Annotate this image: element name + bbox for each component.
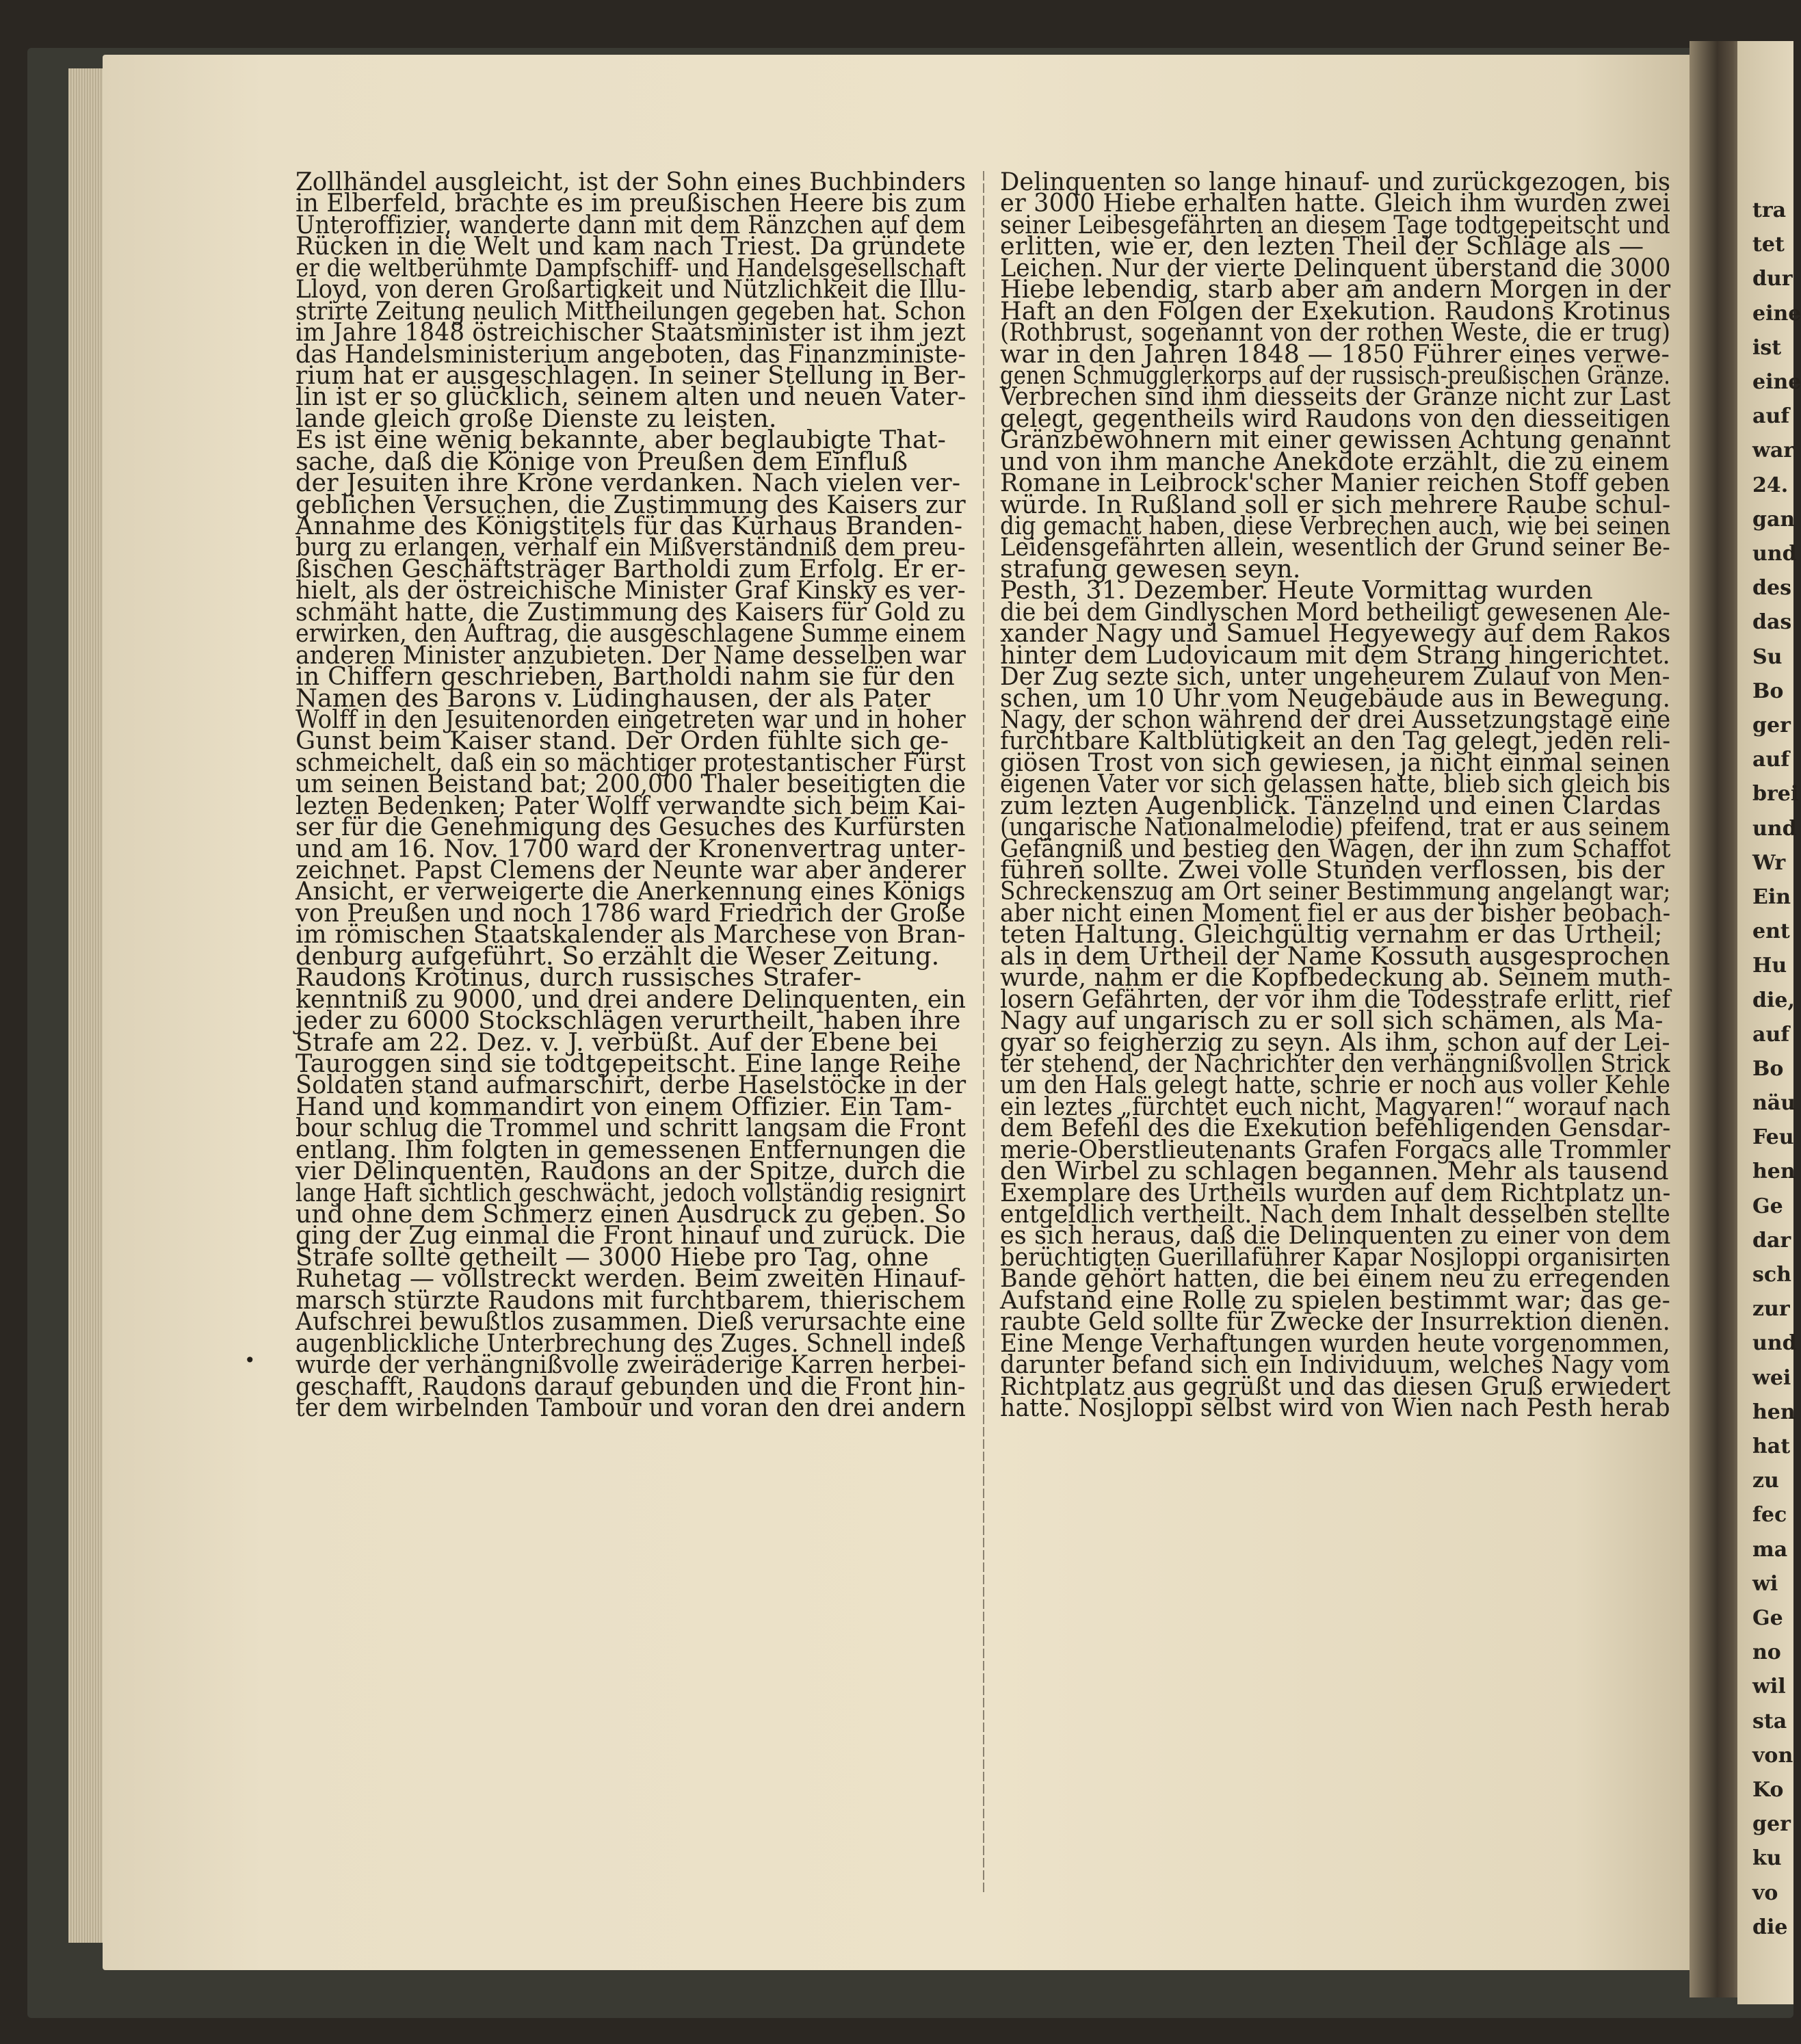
- text-line: als in dem Urtheil der Name Kossuth ausgesprochen: [1000, 941, 1670, 971]
- text-line: Bande gehört hatten, die bei einem neu zu erregenden: [1000, 1263, 1670, 1294]
- text-line: das Handelsministerium angeboten, das Finanzministe-: [295, 339, 967, 369]
- text-line: seiner Leibesgefährten an diesem Tage todtgepeitscht und: [1000, 209, 1670, 239]
- next-page-fragment: 24.: [1752, 473, 1789, 497]
- text-line: wurde der verhängnißvolle zweiräderige Karren herbei-: [295, 1350, 967, 1380]
- text-line: teten Haltung. Gleichgültig vernahm er das Urtheil;: [1000, 919, 1663, 949]
- next-page-fragment: ent: [1752, 919, 1790, 944]
- next-page-fragment: no: [1752, 1640, 1781, 1665]
- next-page-fragment: Wr: [1752, 850, 1786, 875]
- next-page-fragment: und: [1752, 816, 1797, 841]
- text-line: ging der Zug einmal die Front hinauf und zurück. Die: [295, 1220, 966, 1250]
- text-line: eigenen Vater vor sich gelassen hatte, blieb sich gleich bis: [1000, 769, 1671, 799]
- text-line: ser für die Genehmigung des Gesuches des Kurfürsten: [295, 812, 966, 842]
- next-page-fragment: und: [1752, 541, 1797, 566]
- text-line: Eine Menge Verhaftungen wurden heute vorgenommen,: [1000, 1328, 1670, 1358]
- text-line: Gunst beim Kaiser stand. Der Orden fühlte sich ge-: [295, 726, 949, 756]
- next-page-fragment: war: [1752, 438, 1795, 463]
- text-line: gelegt, gegentheils wird Raudons von den diesseitigen: [1000, 403, 1670, 433]
- text-line: um den Hals gelegt hatte, schrie er noch aus voller Kehle: [1000, 1070, 1670, 1100]
- text-line: vier Delinquenten, Raudons an der Spitze, durch die: [295, 1156, 966, 1186]
- next-page-fragment: hen: [1752, 1400, 1796, 1424]
- text-line: geblichen Versuchen, die Zustimmung des Kaisers zur: [295, 489, 966, 519]
- text-line: Gränzbewohnern mit einer gewissen Achtung genannt: [1000, 425, 1671, 455]
- next-page-fragment: fec: [1752, 1503, 1787, 1528]
- next-page-fragment: hat: [1752, 1434, 1791, 1459]
- next-page-edge: [1737, 41, 1801, 2004]
- text-line: lezten Bedenken; Pater Wolff verwandte sich beim Kai-: [295, 790, 966, 820]
- text-line: Romane in Leibrock'scher Manier reichen Stoff geben: [1000, 468, 1670, 498]
- text-line: Haft an den Folgen der Exekution. Raudons Krotinus: [1000, 296, 1671, 326]
- text-line: würde. In Rußland soll er sich mehrere Raube schul-: [1000, 489, 1671, 519]
- next-page-fragment: Ko: [1752, 1778, 1784, 1803]
- next-page-fragment: Ein: [1752, 885, 1791, 909]
- right-text-column: [1000, 167, 1671, 1909]
- left-text-column: [295, 167, 967, 1909]
- text-line: Nagy, der schon während der drei Aussetzungstage eine: [1000, 704, 1671, 734]
- next-page-fragment: ku: [1752, 1846, 1782, 1871]
- text-line: geschafft, Raudons darauf gebunden und die Front hin-: [295, 1371, 966, 1401]
- text-line: war in den Jahren 1848 — 1850 Führer eines verwe-: [1000, 339, 1670, 369]
- next-page-fragment: wi: [1752, 1571, 1778, 1596]
- text-line: Gefängniß und bestieg den Wagen, der ihn zum Schaffot: [1000, 833, 1671, 863]
- next-page-fragment: von: [1752, 1743, 1793, 1768]
- text-line: Annahme des Königstitels für das Kurhaus Branden-: [295, 511, 963, 540]
- text-line: Unteroffizier, wanderte dann mit dem Ränzchen auf dem: [295, 209, 966, 239]
- column-rule: [983, 171, 984, 1895]
- text-line: Ruhetag — vollstreckt werden. Beim zweiten Hinauf-: [295, 1263, 967, 1294]
- next-page-fragment: Ge: [1752, 1606, 1783, 1631]
- next-page-fragment: ma: [1752, 1537, 1788, 1562]
- next-page-fragment: wei: [1752, 1365, 1791, 1390]
- text-line: schmäht hatte, die Zustimmung des Kaisers für Gold zu: [295, 597, 966, 627]
- text-line: Nagy auf ungarisch zu er soll sich schämen, als Ma-: [1000, 1006, 1664, 1036]
- text-line: den Wirbel zu schlagen begannen. Mehr als tausend: [1000, 1156, 1669, 1186]
- text-line: die bei dem Gindlyschen Mord betheiligt gewesenen Ale-: [1000, 597, 1670, 627]
- text-line: es sich heraus, daß die Delinquenten zu einer von dem: [1000, 1220, 1671, 1250]
- text-line: ein leztes „fürchtet euch nicht, Magyaren!“ worauf nach: [1000, 1091, 1671, 1121]
- next-page-fragment: ger: [1752, 713, 1791, 737]
- text-line: in Chiffern geschrieben, Bartholdi nahm sie für den: [295, 661, 955, 692]
- text-line: giösen Trost von sich gewiesen, ja nicht einmal seinen: [1000, 747, 1670, 777]
- text-line: Hand und kommandirt von einem Offizier. Ein Tam-: [295, 1091, 952, 1121]
- text-line: entgeldlich vertheilt. Nach dem Inhalt desselben stellte: [1000, 1199, 1670, 1229]
- next-page-fragment: zur: [1752, 1297, 1790, 1322]
- text-line: zum lezten Augenblick. Tänzelnd und einen Clardas: [1000, 790, 1661, 820]
- text-line: merie-Oberstlieutenants Grafen Forgacs alle Trommler: [1000, 1134, 1670, 1164]
- next-page-fragment: sta: [1752, 1709, 1787, 1733]
- text-line: rium hat er ausgeschlagen. In seiner Stellung in Ber-: [295, 360, 967, 390]
- next-page-fragment: zu: [1752, 1469, 1779, 1493]
- text-line: Leichen. Nur der vierte Delinquent überstand die 3000: [1000, 252, 1671, 283]
- text-line: Es ist eine wenig bekannte, aber beglaubigte That-: [295, 425, 946, 455]
- text-line: und am 16. Nov. 1700 ward der Kronenvertrag unter-: [295, 833, 966, 863]
- text-line: von Preußen und noch 1786 ward Friedrich der Große: [295, 897, 966, 928]
- next-page-fragment: die: [1752, 1915, 1788, 1939]
- text-line: führen sollte. Zwei volle Stunden verflossen, bis der: [1000, 855, 1665, 885]
- text-line: erwirken, den Auftrag, die ausgeschlagene Summe einem: [295, 618, 966, 648]
- next-page-fragment: die,: [1752, 988, 1795, 1012]
- text-line: Verbrechen sind ihm diesseits der Gränze nicht zur Last: [1000, 382, 1671, 412]
- text-line: strirte Zeitung neulich Mittheilungen gegeben hat. Schon: [295, 296, 966, 326]
- text-line: losern Gefährten, der vor ihm die Todesstrafe erlitt, rief: [1000, 984, 1671, 1014]
- next-page-fragment: tet: [1752, 233, 1785, 257]
- text-line: sache, daß die Könige von Preußen dem Einfluß: [295, 446, 908, 476]
- text-line: dem Befehl des die Exekution befehligenden Gensdar-: [1000, 1113, 1671, 1143]
- text-line: ter dem wirbelnden Tambour und voran den drei andern: [295, 1392, 966, 1422]
- text-line: furchtbare Kaltblütigkeit an den Tag gelegt, jeden reli-: [1000, 726, 1671, 756]
- next-page-fragment: auf: [1752, 404, 1790, 429]
- text-line: Zollhändel ausgleicht, ist der Sohn eines Buchbinders: [295, 167, 967, 196]
- text-line: denburg aufgeführt. So erzählt die Weser Zeitung.: [295, 941, 940, 971]
- text-line: burg zu erlangen, verhalf ein Mißverständniß dem preu-: [295, 532, 966, 562]
- text-line: lande gleich große Dienste zu leisten.: [295, 403, 777, 433]
- text-line: strafung gewesen seyn.: [1000, 553, 1301, 584]
- text-line: im Jahre 1848 östreichischer Staatsminister ist ihm jezt: [295, 317, 966, 348]
- text-line: Schreckenszug am Ort seiner Bestimmung angelangt war;: [1000, 876, 1671, 906]
- text-line: Ansicht, er verweigerte die Anerkennung eines Königs: [295, 876, 966, 906]
- next-page-fragment: auf: [1752, 748, 1790, 772]
- next-page-fragment: dar: [1752, 1228, 1791, 1253]
- text-line: im römischen Staatskalender als Marchese von Bran-: [295, 919, 966, 949]
- text-line: Namen des Barons v. Lüdinghausen, der als Pater: [295, 683, 931, 713]
- next-page-fragment: eine: [1752, 301, 1801, 326]
- next-page-fragment: Su: [1752, 644, 1783, 669]
- next-page-fragment: Ge: [1752, 1194, 1783, 1218]
- next-page-fragment: hen: [1752, 1159, 1796, 1184]
- text-line: Richtplatz aus gegrüßt und das diesen Gruß erwiedert: [1000, 1371, 1671, 1401]
- next-page-fragment: Bo: [1752, 1056, 1784, 1081]
- text-line: Pesth, 31. Dezember. Heute Vormittag wurden: [1000, 575, 1593, 605]
- text-line: zeichnet. Papst Clemens der Neunte war aber anderer: [295, 855, 966, 885]
- text-line: Tauroggen sind sie todtgepeitscht. Eine lange Reihe: [295, 1048, 962, 1078]
- next-page-fragment: und: [1752, 1331, 1797, 1356]
- next-page-fragment: tra: [1752, 198, 1787, 222]
- text-line: xander Nagy und Samuel Hegyewegy auf dem Rakos: [1000, 618, 1671, 648]
- text-line: wurde, nahm er die Kopfbedeckung ab. Seinem muth-: [1000, 962, 1671, 993]
- text-line: Delinquenten so lange hinauf- und zurückgezogen, bis: [1000, 167, 1671, 196]
- text-line: darunter befand sich ein Individuum, welches Nagy vom: [1000, 1350, 1670, 1380]
- next-page-fragment: Bo: [1752, 679, 1784, 703]
- text-line: jeder zu 6000 Stockschlägen verurtheilt, haben ihre: [295, 1006, 961, 1036]
- next-page-fragment: auf: [1752, 1022, 1790, 1047]
- next-page-fragment: Feu: [1752, 1125, 1794, 1150]
- text-line: er die weltberühmte Dampfschiff- und Handelsgesellschaft: [295, 252, 966, 283]
- text-line: aber nicht einen Moment fiel er aus der bisher beobach-: [1000, 897, 1671, 928]
- text-line: (ungarische Nationalmelodie) pfeifend, trat er aus seinem: [1000, 812, 1670, 842]
- text-line: genen Schmugglerkorps auf der russisch-preußischen Gränze.: [1000, 360, 1670, 390]
- text-line: Wolff in den Jesuitenorden eingetreten war und in hoher: [295, 704, 966, 734]
- text-line: gyar so feigherzig zu seyn. Als ihm, schon auf der Lei-: [1000, 1027, 1670, 1057]
- text-line: hatte. Nosjloppi selbst wird von Wien nach Pesth herab: [1000, 1392, 1670, 1422]
- text-line: der Jesuiten ihre Krone verdanken. Nach vielen ver-: [295, 468, 961, 498]
- text-line: Soldaten stand aufmarschirt, derbe Haselstöcke in der: [295, 1070, 967, 1100]
- text-line: berüchtigten Guerillaführer Kapar Nosjloppi organisirten: [1000, 1242, 1670, 1272]
- text-line: raubte Geld sollte für Zwecke der Insurrektion dienen.: [1000, 1307, 1670, 1337]
- text-line: und ohne dem Schmerz einen Ausdruck zu geben. So: [295, 1199, 967, 1229]
- text-line: anderen Minister anzubieten. Der Name desselben war: [295, 640, 967, 670]
- text-line: Hiebe lebendig, starb aber am andern Morgen in der: [1000, 274, 1671, 304]
- text-line: lange Haft sichtlich geschwächt, jedoch vollständig resignirt: [295, 1177, 966, 1207]
- text-line: schen, um 10 Uhr vom Neugebäude aus in Bewegung.: [1000, 683, 1670, 713]
- next-page-fragment: das: [1752, 610, 1792, 635]
- margin-mark: •: [244, 1349, 256, 1372]
- text-line: ßischen Geschäftsträger Bartholdi zum Erfolg. Er er-: [295, 553, 966, 584]
- text-line: Leidensgefährten allein, wesentlich der Grund seiner Be-: [1000, 532, 1670, 562]
- text-line: Aufschrei bewußtlos zusammen. Dieß verursachte eine: [295, 1307, 966, 1337]
- text-line: schmeichelt, daß ein so mächtiger protestantischer Fürst: [295, 747, 966, 777]
- text-line: augenblickliche Unterbrechung des Zuges. Schnell indeß: [295, 1328, 966, 1358]
- next-page-fragment: dur: [1752, 267, 1793, 291]
- text-line: dig gemacht haben, diese Verbrechen auch, wie bei seinen: [1000, 511, 1671, 540]
- next-page-fragment: Hu: [1752, 954, 1787, 978]
- text-line: Exemplare des Urtheils wurden auf dem Richtplatz un-: [1000, 1177, 1671, 1207]
- next-page-fragment: gan: [1752, 507, 1796, 532]
- next-page-fragment: des: [1752, 576, 1791, 601]
- next-page-fragment: wil: [1752, 1675, 1786, 1699]
- text-line: marsch stürzte Raudons mit furchtbarem, thierischem: [295, 1285, 966, 1315]
- next-page-fragment: ger: [1752, 1812, 1791, 1837]
- text-line: Rücken in die Welt und kam nach Triest. Da gründete: [295, 231, 966, 261]
- text-line: entlang. Ihm folgten in gemessenen Entfernungen die: [295, 1134, 967, 1164]
- text-line: kenntniß zu 9000, und drei andere Delinquenten, ein: [295, 984, 967, 1014]
- text-line: er 3000 Hiebe erhalten hatte. Gleich ihm wurden zwei: [1000, 188, 1670, 218]
- text-line: Raudons Krotinus, durch russisches Strafer-: [295, 962, 862, 993]
- text-line: Aufstand eine Rolle zu spielen bestimmt war; das ge-: [1000, 1285, 1670, 1315]
- next-page-fragment: eine: [1752, 369, 1801, 394]
- text-line: Der Zug sezte sich, unter ungeheurem Zulauf von Men-: [1000, 661, 1670, 692]
- text-line: (Rothbrust, sogenannt von der rothen Weste, die er trug): [1000, 317, 1671, 348]
- text-line: hielt, als der östreichische Minister Graf Kinsky es ver-: [295, 575, 966, 605]
- text-line: und von ihm manche Anekdote erzählt, die zu einem: [1000, 446, 1670, 476]
- text-line: Strafe am 22. Dez. v. J. verbüßt. Auf der Ebene bei: [295, 1027, 938, 1057]
- next-page-fragment: ist: [1752, 335, 1782, 360]
- text-line: in Elberfeld, brachte es im preußischen Heere bis zum: [295, 188, 967, 218]
- text-line: Lloyd, von deren Großartigkeit und Nützlichkeit die Illu-: [295, 274, 967, 304]
- text-line: um seinen Beistand bat; 200,000 Thaler beseitigten die: [295, 769, 966, 799]
- text-line: bour schlug die Trommel und schritt langsam die Front: [295, 1113, 967, 1143]
- text-line: Strafe sollte getheilt — 3000 Hiebe pro Tag, ohne: [295, 1242, 929, 1272]
- next-page-fragment: vo: [1752, 1881, 1778, 1905]
- text-line: ter stehend, der Nachrichter den verhängnißvollen Strick: [1000, 1048, 1670, 1078]
- next-page-fragment: sch: [1752, 1263, 1791, 1287]
- text-line: erlitten, wie er, den lezten Theil der Schläge als —: [1000, 231, 1644, 261]
- text-line: hinter dem Ludovicaum mit dem Strang hingerichtet.: [1000, 640, 1670, 670]
- text-line: lin ist er so glücklich, seinem alten und neuen Vater-: [295, 382, 967, 412]
- next-page-fragment: näu: [1752, 1091, 1796, 1116]
- next-page-fragment: brei: [1752, 782, 1799, 807]
